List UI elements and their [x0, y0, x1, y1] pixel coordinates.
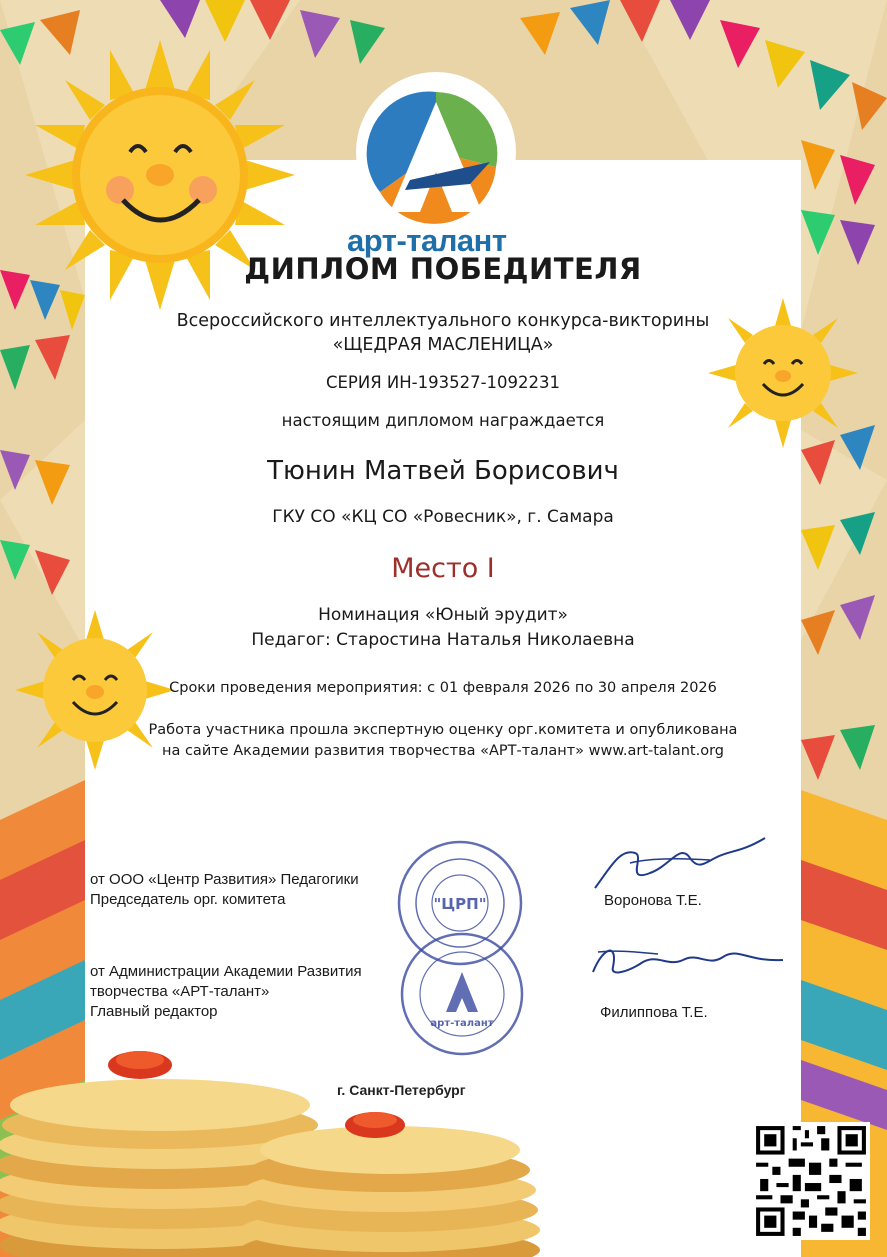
awarded-text: настоящим дипломом награждается	[281, 411, 605, 430]
signatory-2-org-cont: творчества «АРТ-талант»	[90, 983, 270, 1000]
recipient-name: Тюнин Матвей Борисович	[267, 456, 619, 486]
diploma-title: ДИПЛОМ ПОБЕДИТЕЛЯ	[244, 252, 642, 286]
nomination: Номинация «Юный эрудит»	[318, 605, 568, 625]
series-number: СЕРИЯ ИН-193527-1092231	[325, 373, 561, 392]
place-award: Место I	[391, 553, 495, 584]
signatory-1-name: Воронова Т.Е.	[604, 892, 702, 909]
signatory-2-role: Главный редактор	[90, 1003, 218, 1020]
logo-wordmark: арт-талант	[347, 223, 507, 258]
publication-line-1: Работа участника прошла экспертную оценку орг.комитета и опубликована	[148, 722, 738, 738]
recipient-organization: ГКУ СО «КЦ СО «Ровесник», г. Самара	[272, 507, 614, 527]
signatory-2-block	[90, 962, 362, 1022]
signatory-2-org: от Администрации Академии Развития	[90, 963, 362, 980]
stamp-brand-text: арт-талант	[430, 1018, 494, 1029]
stamp-center-text: "ЦРП"	[433, 895, 487, 913]
qr-code	[752, 1122, 870, 1240]
city-label: г. Санкт-Петербург	[337, 1082, 466, 1098]
contest-line-2: «ЩЕДРАЯ МАСЛЕНИЦА»	[332, 335, 554, 355]
pancakes-illustration	[0, 1020, 560, 1257]
event-dates: Сроки проведения мероприятия: с 01 февраля 2026 по 30 апреля 2026	[169, 680, 717, 696]
art-talant-logo	[350, 72, 522, 232]
signature-voronova	[590, 828, 780, 898]
signatory-2-name: Филиппова Т.Е.	[600, 1004, 708, 1021]
contest-line-1: Всероссийского интеллектуального конкурса-викторины	[176, 311, 710, 331]
signatory-1-org: от ООО «Центр Развития» Педагогики	[90, 871, 359, 888]
signature-filippova	[588, 932, 788, 987]
signatory-1-role: Председатель орг. комитета	[90, 891, 286, 908]
teacher: Педагог: Старостина Наталья Николаевна	[251, 630, 635, 650]
signatory-1-block	[90, 870, 359, 910]
publication-line-2: на сайте Академии развития творчества «АРТ-талант» www.art-talant.org	[161, 743, 724, 759]
